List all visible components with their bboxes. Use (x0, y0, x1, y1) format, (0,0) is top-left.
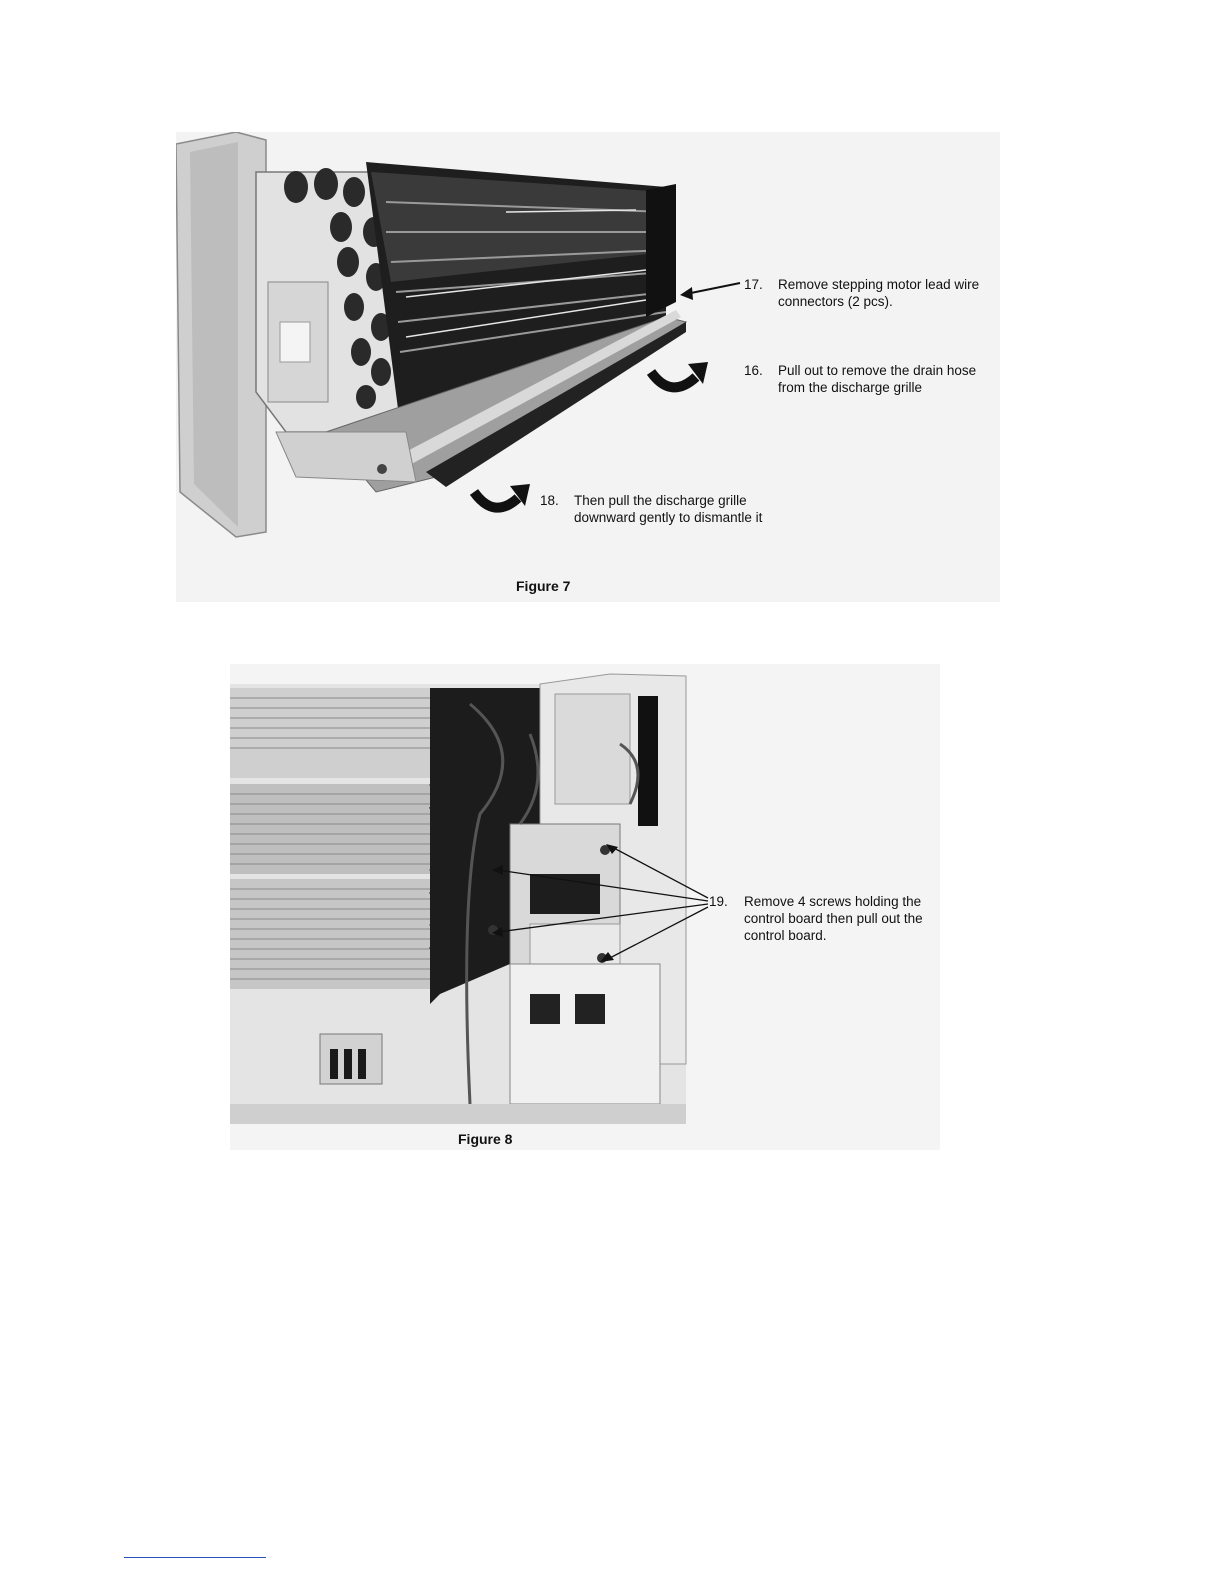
step-number: 16. (744, 363, 763, 378)
step-text-line-2: downward gently to dismantle it (574, 510, 763, 525)
step-number: 17. (744, 277, 763, 292)
step-text-line-2: control board then pull out the (744, 911, 923, 926)
step-text-line-1: Remove stepping motor lead wire (778, 277, 980, 292)
step-number: 18. (540, 493, 559, 508)
figure-7-caption: Figure 7 (516, 578, 571, 594)
footnote-divider (124, 1557, 266, 1558)
step-text-line-1: Remove 4 screws holding the (744, 894, 922, 909)
step-text-line-2: from the discharge grille (778, 380, 923, 395)
step-text-line-2: connectors (2 pcs). (778, 294, 893, 309)
figure-8-caption: Figure 8 (458, 1131, 513, 1147)
step-text-line-1: Pull out to remove the drain hose (778, 363, 977, 378)
step-text-line-3: control board. (744, 928, 827, 943)
step-text-line-1: Then pull the discharge grille (574, 493, 747, 508)
step-number: 19. (709, 894, 728, 909)
